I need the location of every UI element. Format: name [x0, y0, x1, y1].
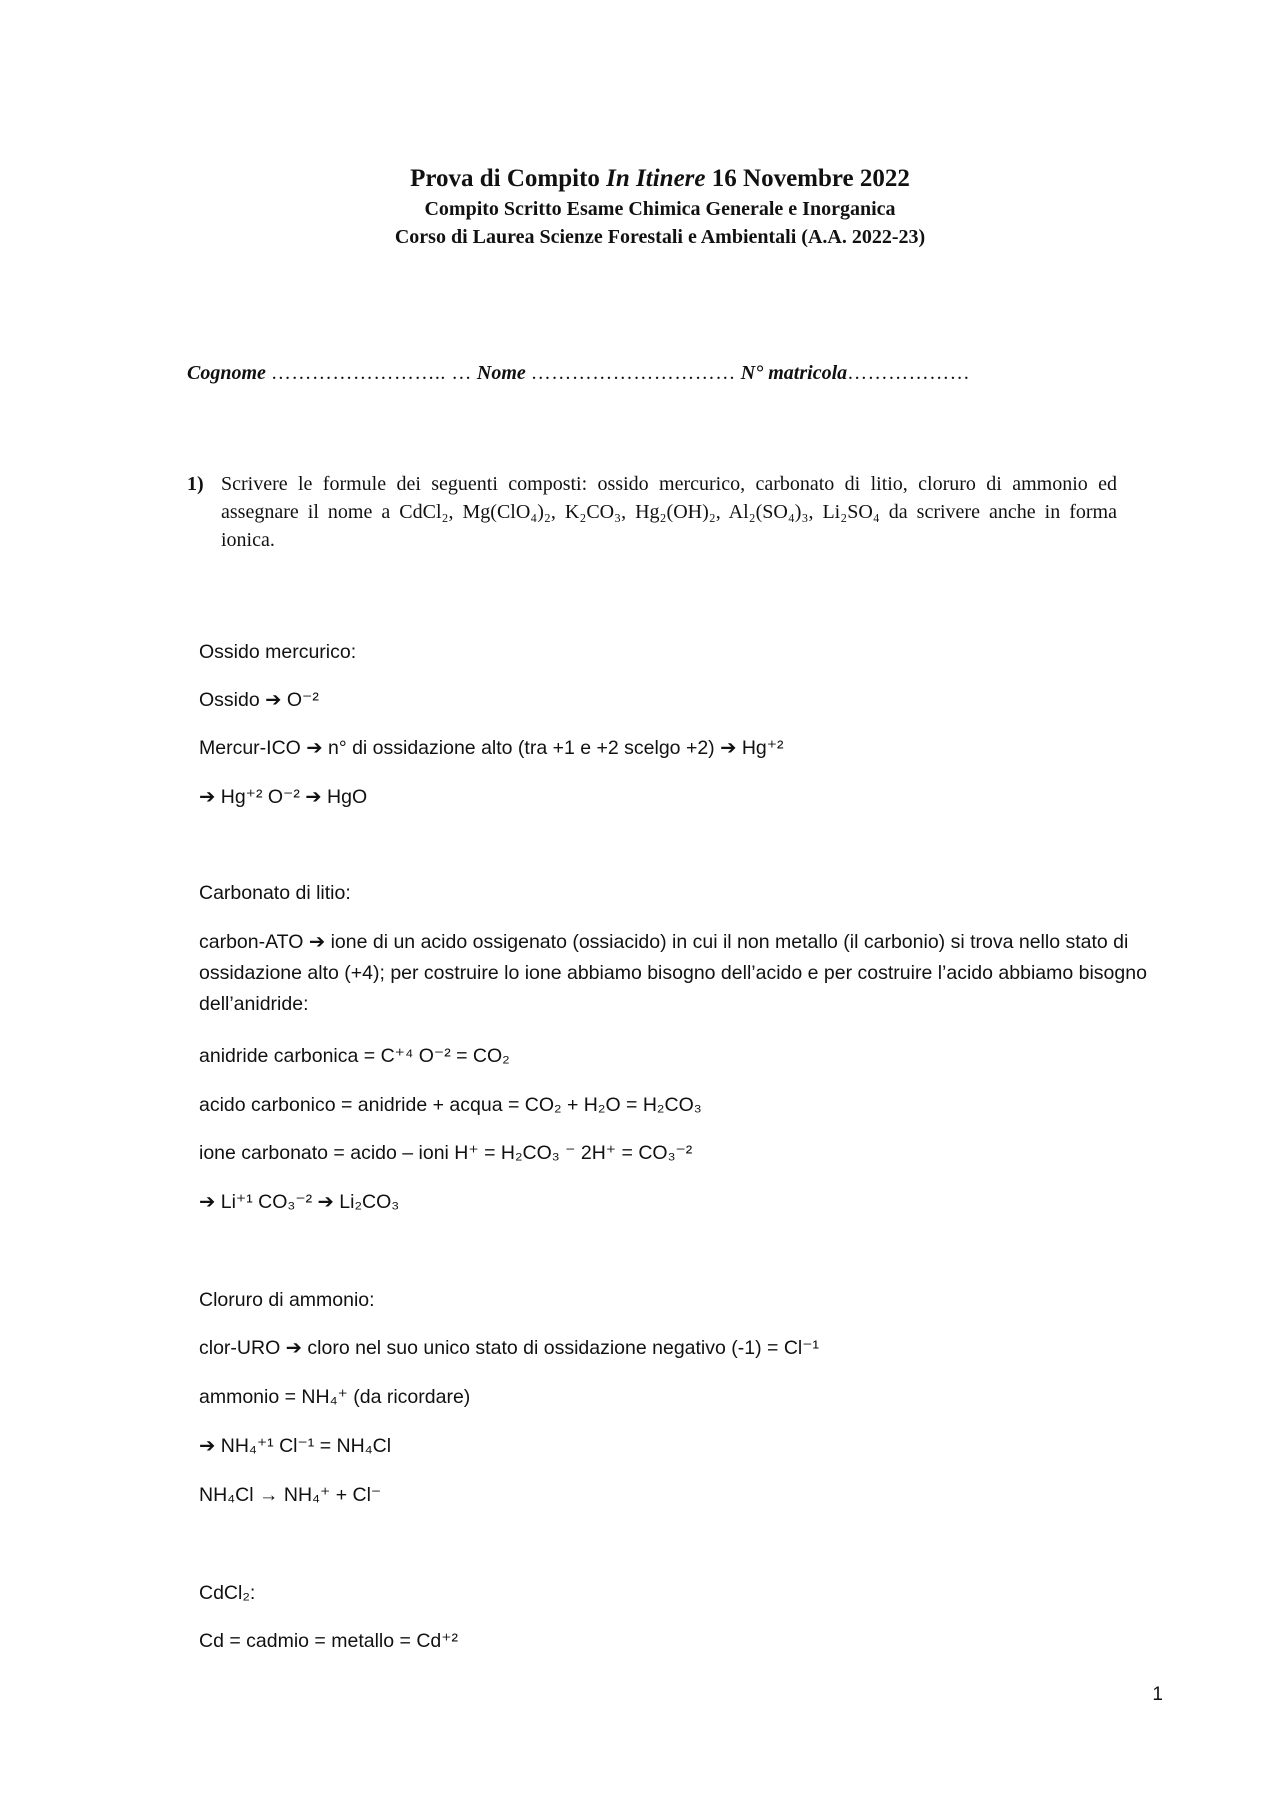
carbonato-line-2: acido carbonico = anidride + acqua = CO₂ + H₂O = H₂CO₃	[199, 1094, 702, 1116]
question-number: 1)	[187, 473, 204, 495]
cognome-field: …………………….. …	[270, 362, 472, 384]
section-title-ossido: Ossido mercurico:	[199, 641, 357, 663]
page-number: 1	[1152, 1684, 1163, 1705]
document-header	[0, 163, 1280, 251]
cloruro-line-4: NH₄Cl → NH₄⁺ + Cl⁻	[199, 1484, 382, 1506]
cloruro-line-3: ➔ NH₄⁺¹ Cl⁻¹ = NH₄Cl	[199, 1435, 392, 1457]
carbonato-line-1: anidride carbonica = C⁺⁴ O⁻² = CO₂	[199, 1045, 510, 1067]
carbonato-line-3: ione carbonato = acido – ioni H⁺ = H₂CO₃ ⁻ 2H⁺ = CO₃⁻²	[199, 1142, 693, 1164]
cloruro-line-1: clor-URO ➔ cloro nel suo unico stato di ossidazione negativo (-1) = Cl⁻¹	[199, 1337, 820, 1359]
section-title-cloruro: Cloruro di ammonio:	[199, 1289, 375, 1311]
question-1	[187, 470, 1117, 554]
cognome-label: Cognome	[187, 362, 266, 384]
page-title: Prova di Compito In Itinere 16 Novembre 2022	[410, 165, 910, 192]
nome-label: Nome	[476, 362, 526, 384]
matricola-field: ………………	[847, 362, 971, 384]
exam-subtitle: Compito Scritto Esame Chimica Generale e Inorganica	[424, 198, 896, 220]
nome-field: …………………………	[530, 362, 736, 384]
section-title-carbonato: Carbonato di litio:	[199, 882, 351, 904]
carbonato-line-4: ➔ Li⁺¹ CO₃⁻² ➔ Li₂CO₃	[199, 1191, 400, 1213]
cloruro-line-2: ammonio = NH₄⁺ (da ricordare)	[199, 1386, 471, 1408]
carbonato-paragraph: carbon-ATO ➔ ione di un acido ossigenato (ossiacido) in cui il non metallo (il carbonio) si trova nello stato di ossidazione alto (+4); per costruire lo ione abbiamo bisogno dell’acido e per costruire l’acido abbiamo bisogno dell’anidride:	[199, 931, 1147, 1015]
cdcl2-line-1: Cd = cadmio = metallo = Cd⁺²	[199, 1630, 459, 1652]
section-title-cdcl2: CdCl₂:	[199, 1582, 256, 1604]
ossido-line-2: Mercur-ICO ➔ n° di ossidazione alto (tra +1 e +2 scelgo +2) ➔ Hg⁺²	[199, 737, 784, 759]
ossido-line-3: ➔ Hg⁺² O⁻² ➔ HgO	[199, 786, 368, 808]
ossido-line-1: Ossido ➔ O⁻²	[199, 689, 319, 711]
course-name: Corso di Laurea Scienze Forestali e Ambientali (A.A. 2022-23)	[394, 226, 926, 248]
question-text: Scrivere le formule dei seguenti composti: ossido mercurico, carbonato di litio, cloruro di ammonio ed assegnare il nome a CdCl₂, Mg(ClO₄)₂, K₂CO₃, Hg₂(OH)₂, Al₂(SO₄)₃, Li₂SO₄ da scrivere anche in forma ionica.	[221, 473, 1117, 551]
matricola-label: N° matricola	[740, 362, 848, 384]
student-id-line	[187, 362, 970, 385]
